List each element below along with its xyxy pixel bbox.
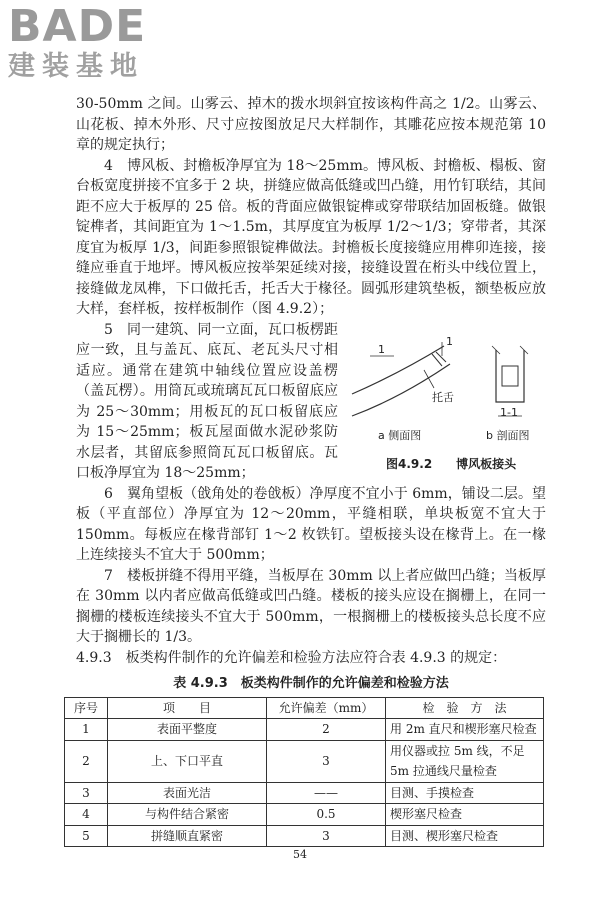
cell-method: 楔形塞尺检查 [386, 804, 544, 826]
tolerance-table [64, 697, 544, 848]
paragraph-item-4: 4 博风板、封檐板净厚宜为 18～25mm。博风板、封檐板、榻板、窗台板宽度拼接不宜多于 2 块，拼缝应做高低缝或凹凸缝，用竹钉联结，其间距不应大于板厚的 25 倍。板的背面应做银锭榫或穿带联结加固板缝。做银锭榫者，其间距宜为 1～1.5m，其厚度宜为板厚 1/2～1/3；穿带者，其深度宜为板厚 1/3，间距参照银锭榫做法。封檐板长度接缝应用榫卯连接，接缝应垂直于地坪。博风板应按举架延续对接，接缝设置在桁头中线位置上，接缝做龙凤榫，下口做托舌，托舌大于椽径。圆弧形建筑垫板，额垫板应放大样，套样板，按样板制作（图 4.9.2）； [76, 157, 546, 317]
logo-subtitle: 建装基地 [8, 51, 144, 82]
cell-tolerance: 3 [267, 825, 386, 847]
cell-method: 目测、手摸检查 [386, 782, 544, 804]
paragraph-item-6: 6 翼角望板（戗角处的卷戗板）净厚度不宜小于 6mm，铺设二层。望板（平直部位）净厚宜为 12～20mm，平缝相联，单块板宽不宜大于 150mm。每板应在椽背部钉 1～2 枚铁钉。望板接头设在椽背上。在一椽上连续接头不宜大于 500mm； [76, 485, 546, 563]
cell-method: 用 2m 直尺和楔形塞尺检查 [386, 719, 544, 741]
leader-line [424, 370, 434, 388]
table-row [65, 825, 544, 847]
document-body [73, 94, 546, 847]
header-method: 检 验 方 法 [386, 697, 544, 719]
figure-label-tuoshe: 托舌 [432, 390, 454, 404]
cell-tolerance: —— [267, 782, 386, 804]
cell-item: 与构件结合紧密 [108, 804, 267, 826]
figure-label-1: 1 [378, 342, 385, 356]
cell-tolerance: 3 [267, 740, 386, 782]
cell-item: 表面平整度 [108, 719, 267, 741]
header-item: 项 目 [108, 697, 267, 719]
table-row [65, 719, 544, 741]
board-curve-upper [352, 346, 444, 394]
cell-method: 用仪器或拉 5m 线，不足 5m 拉通线尺量检查 [386, 740, 544, 782]
figure-label-section-view: b 剖面图 [486, 428, 530, 442]
figure-label-1b: 1 [446, 334, 453, 348]
table-header-row [65, 697, 544, 719]
cell-method: 目测、楔形塞尺检查 [386, 825, 544, 847]
header-no: 序号 [65, 697, 108, 719]
figure-label-side-view: a 侧面图 [378, 428, 422, 442]
header-tolerance: 允许偏差（mm） [267, 697, 386, 719]
cell-item: 拼缝顺直紧密 [108, 825, 267, 847]
joint-mark [432, 352, 446, 366]
figure-caption: 图4.9.2 博风板接头 [386, 456, 517, 471]
break-marks [492, 346, 528, 354]
table-row [65, 804, 544, 826]
paragraph-item-7: 7 楼板拼缝不得用平缝，当板厚在 30mm 以上者应做凹凸缝；当板厚在 30mm 以内者应做高低缝或凹凸缝。楼板的接头应设在搁栅上，在同一搁栅的楼板连续接头不宜大于 500mm，一根搁栅上的楼板接头总长度不应大于搁栅长的 1/3。 [76, 567, 546, 645]
cell-no: 4 [65, 804, 108, 826]
logo [8, 1, 147, 82]
logo-brand: BADE [8, 1, 147, 52]
figure-bofeng-joint [348, 326, 546, 476]
section-outline [496, 350, 524, 402]
paragraph-4-9-3: 4.9.3 板类构件制作的允许偏差和检验方法应符合表 4.9.3 的规定： [76, 649, 507, 666]
figure-label-1-1: 1-1 [500, 405, 518, 419]
cell-item: 表面光洁 [108, 782, 267, 804]
paragraph-item-5: 5 同一建筑、同一立面，瓦口板楞距应一致，且与盖瓦、底瓦、老瓦头尺寸相适应。通常在建筑中轴线位置应设盖楞（盖瓦楞）。用筒瓦或琉璃瓦瓦口板留底应为 25～30mm；用板瓦的瓦口板留底应为 15～25mm；板瓦屋面做水泥砂浆防水层者，其留底参照筒瓦瓦口板留底。瓦口板净厚宜为 18～25mm； [76, 321, 338, 481]
cell-no: 3 [65, 782, 108, 804]
cell-tolerance: 0.5 [267, 804, 386, 826]
paragraph-with-figure [76, 320, 546, 484]
table-row [65, 782, 544, 804]
cell-no: 2 [65, 740, 108, 782]
cell-tolerance: 2 [267, 719, 386, 741]
paragraph-1: 30-50mm 之间。山雾云、掉木的拨水坝斜宜按该构件高之 1/2。山雾云、山花板、掉木外形、尺寸应按图放足尺大样制作，其雕花应按本规范第 10 章的规定执行； [76, 96, 546, 153]
cell-no: 1 [65, 719, 108, 741]
table-title: 表 4.9.3 板类构件制作的允许偏差和检验方法 [173, 676, 449, 691]
cell-no: 5 [65, 825, 108, 847]
cell-item: 上、下口平直 [108, 740, 267, 782]
section-inner [502, 366, 518, 386]
table-row [65, 740, 544, 782]
page-number: 54 [293, 848, 307, 861]
